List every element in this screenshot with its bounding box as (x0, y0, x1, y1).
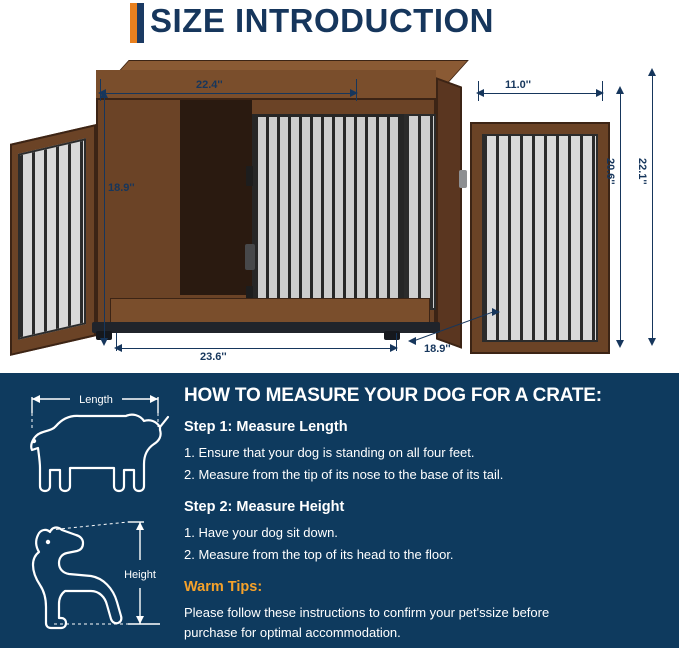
wire-bars (20, 141, 84, 338)
warm-tips-heading: Warm Tips: (184, 579, 263, 595)
dog-length-illustration (10, 383, 175, 503)
header-accent-bar-blue (137, 3, 144, 43)
standing-dog-icon (10, 383, 175, 503)
left-door-wire-panel (18, 138, 86, 340)
dim-line-front-width (116, 348, 392, 349)
side-latch-icon[interactable] (459, 170, 467, 188)
crate-inner-wire-panel (404, 114, 436, 310)
sitting-dog-icon (10, 508, 175, 638)
step1-heading: Step 1: Measure Length (184, 419, 348, 435)
dim-label-front-width: 23.6'' (200, 351, 227, 363)
product-diagram (0, 48, 679, 373)
dog-height-illustration (10, 508, 175, 638)
page-header (0, 0, 679, 48)
svg-text:Height: Height (124, 569, 156, 581)
dim-label-top-width: 22.4'' (196, 79, 223, 91)
dim-label-right-panel-height: 20.6'' (604, 158, 616, 185)
crate-foot (384, 331, 400, 340)
warm-tips-line-2: purchase for optimal accommodation. (184, 625, 401, 640)
dim-arrow-down (648, 338, 656, 346)
door-latch-icon[interactable] (245, 244, 255, 270)
step1-line-1: 1. Ensure that your dog is standing on all four feet. (184, 445, 475, 460)
dim-tick (116, 333, 117, 351)
svg-text:Length: Length (79, 394, 113, 406)
door-hinge-icon (246, 166, 253, 186)
dim-label-overall-height: 22.1'' (636, 158, 648, 185)
dim-tick (602, 81, 603, 101)
dim-arrow-up (616, 86, 624, 94)
wire-bars (255, 117, 401, 307)
dim-arrow-up (100, 90, 108, 98)
step2-heading: Step 2: Measure Height (184, 499, 345, 515)
dim-arrow-up (648, 68, 656, 76)
page-title: SIZE INTRODUCTION (150, 2, 494, 39)
step2-line-1: 1. Have your dog sit down. (184, 525, 338, 540)
wire-bars (406, 116, 434, 308)
crate-right-side-panel (436, 77, 462, 348)
dim-line-right-door-width (478, 93, 598, 94)
dim-arrow-down (100, 338, 108, 346)
dim-label-right-door-width: 11.0'' (505, 79, 532, 91)
dim-arrow-left (408, 337, 416, 345)
dim-line-top-width (100, 93, 352, 94)
step1-line-2: 2. Measure from the tip of its nose to the base of its tail. (184, 467, 504, 482)
dim-label-left-door-height: 18.9'' (108, 182, 135, 194)
crate-interior-shadow (180, 100, 252, 295)
crate-top-edge (96, 70, 436, 100)
header-accent-bar-orange (130, 3, 137, 43)
measure-instructions-panel (0, 373, 679, 648)
dim-line-overall-height (652, 74, 653, 338)
dim-tick (478, 81, 479, 101)
dim-label-depth: 18.9'' (424, 343, 451, 355)
dim-tick (356, 79, 357, 101)
measure-panel-title: HOW TO MEASURE YOUR DOG FOR A CRATE: (184, 385, 602, 406)
crate-front-door[interactable] (252, 114, 404, 310)
warm-tips-line-1: Please follow these instructions to confirm your pet'ssize before (184, 605, 550, 620)
dim-arrow-right (492, 308, 500, 316)
crate-floor (110, 298, 430, 324)
dim-line-left-door-height (104, 96, 105, 338)
wire-bars (484, 136, 596, 340)
dim-tick (396, 333, 397, 351)
step2-line-2: 2. Measure from the top of its head to the floor. (184, 547, 454, 562)
dim-line-right-panel-height (620, 92, 621, 340)
dim-arrow-down (616, 340, 624, 348)
